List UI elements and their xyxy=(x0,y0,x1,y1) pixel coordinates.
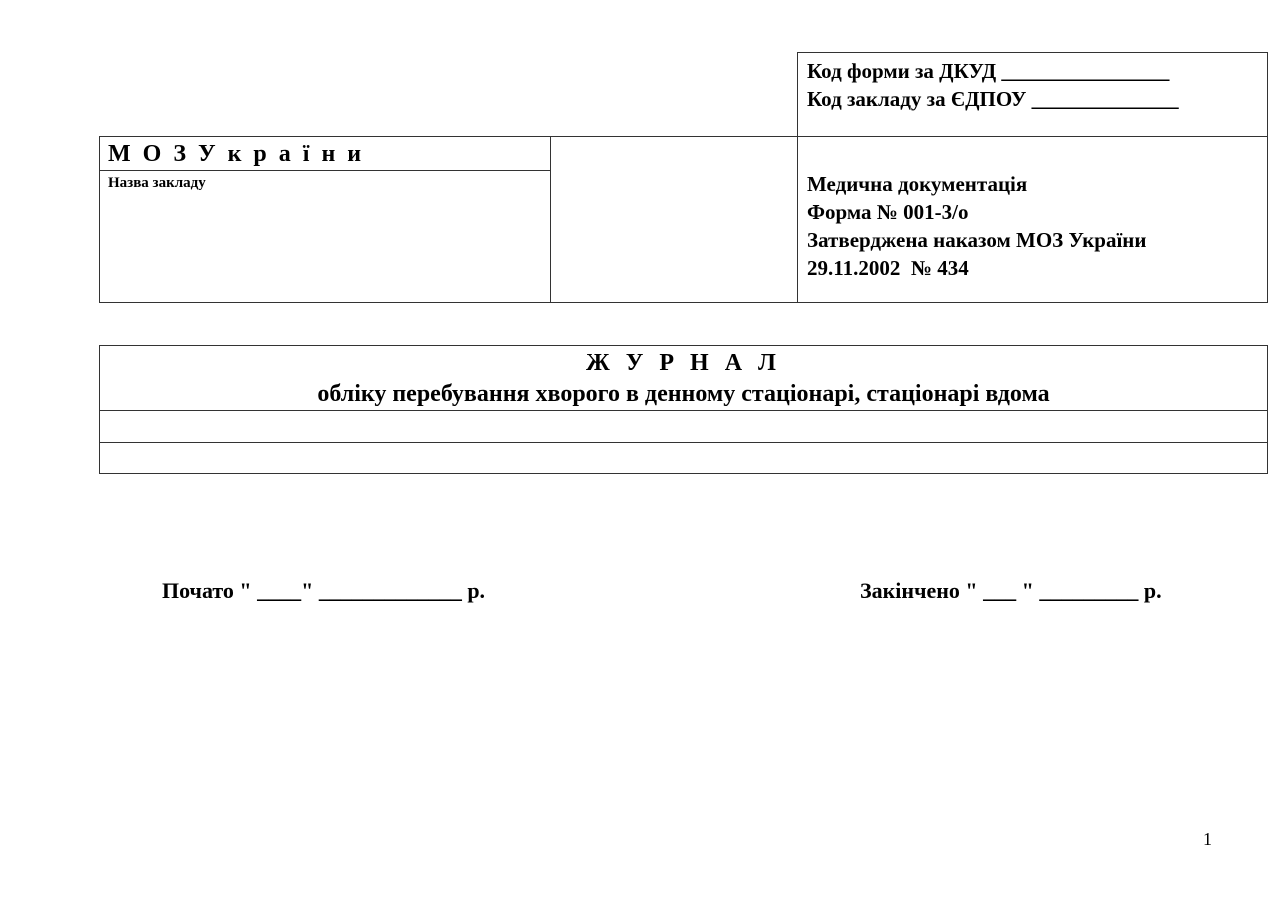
blank-middle-cell xyxy=(550,136,798,303)
approval-order: Затверджена наказом МОЗ України xyxy=(807,228,1147,252)
institution-code-edpou: Код закладу за ЄДПОУ ______________ xyxy=(807,87,1179,111)
form-number: Форма № 001-3/о xyxy=(807,200,969,224)
journal-title: Ж У Р Н А Л xyxy=(586,350,781,376)
institution-name-label: Назва закладу xyxy=(108,175,206,191)
documentation-box xyxy=(797,136,1268,303)
started-date: Почато " ____" _____________ р. xyxy=(162,578,486,603)
form-codes-box xyxy=(797,52,1268,137)
form-code-dkud: Код форми за ДКУД ________________ xyxy=(807,59,1170,83)
ministry-title: М О З У к р а ї н и xyxy=(100,137,550,171)
approval-date: 29.11.2002 № 434 xyxy=(807,256,969,280)
doc-type: Медична документація xyxy=(807,172,1028,196)
ministry-box xyxy=(99,136,551,303)
journal-box xyxy=(99,345,1268,474)
journal-header xyxy=(100,346,1267,411)
finished-date: Закінчено " ___ " _________ р. xyxy=(860,578,1162,603)
journal-subtitle: обліку перебування хворого в денному стаціонарі, стаціонарі вдома xyxy=(317,381,1050,407)
page-number: 1 xyxy=(1203,829,1212,849)
journal-blank-row-1 xyxy=(100,410,1267,443)
